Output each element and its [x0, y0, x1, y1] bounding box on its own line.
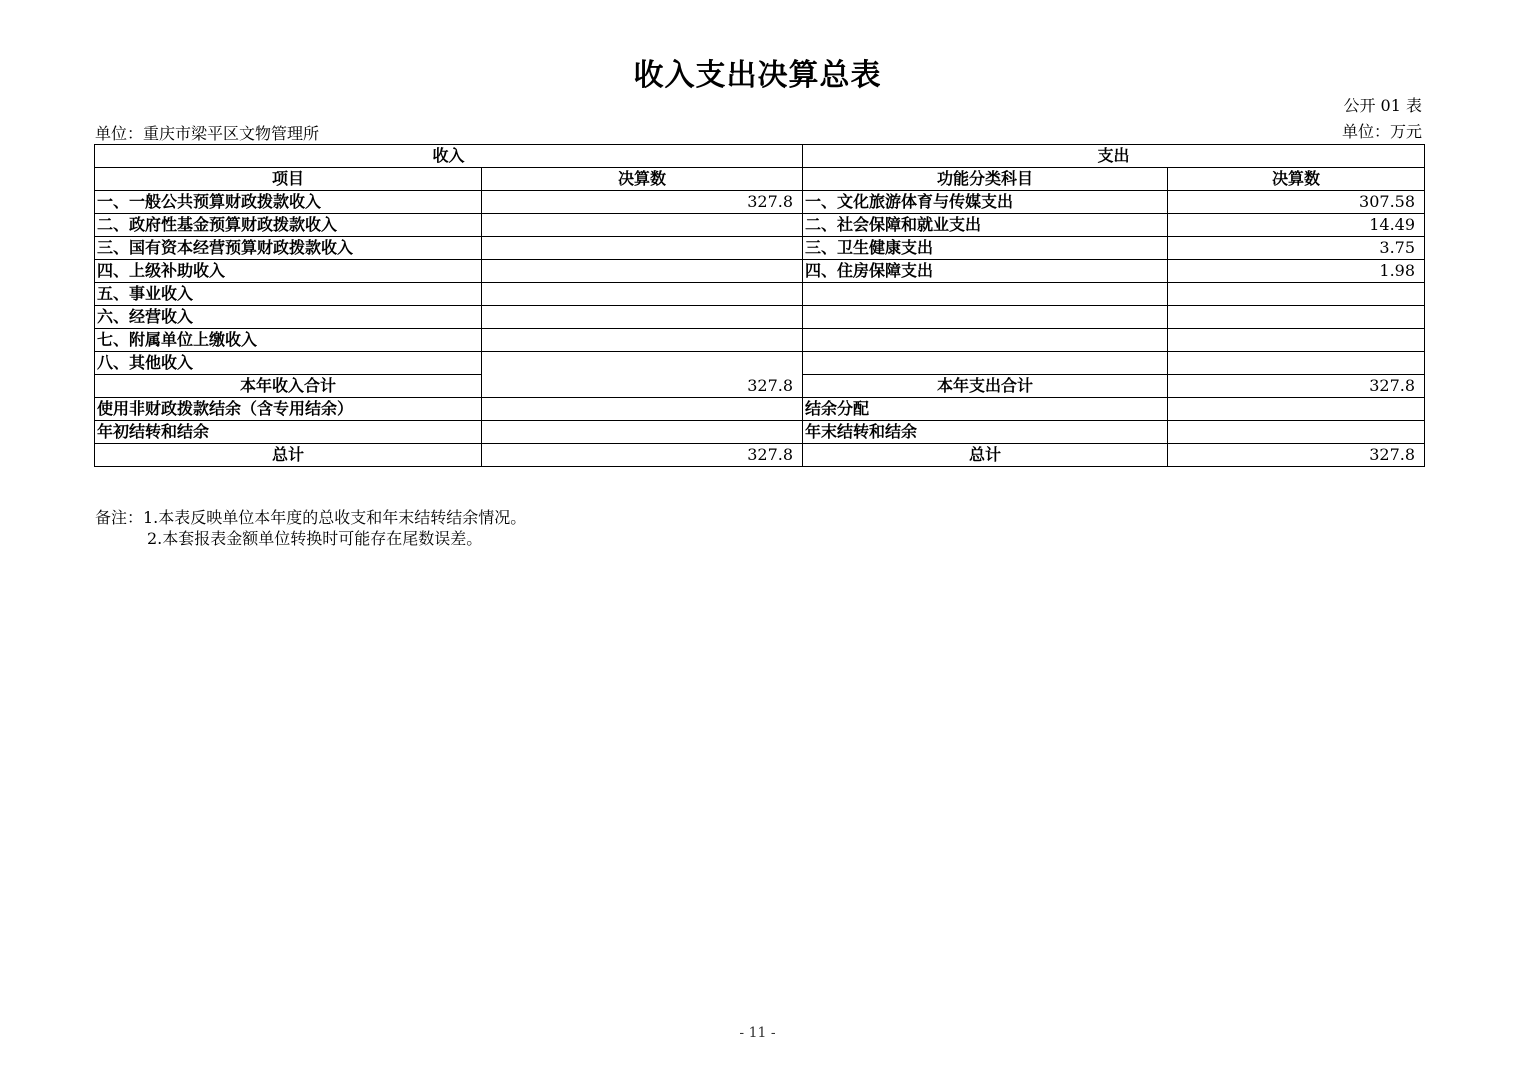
grand-income-value: 327.8	[482, 444, 803, 467]
table-row	[95, 237, 1425, 260]
surplus-distribution-label: 结余分配	[803, 398, 1168, 421]
year-expense-label: 本年支出合计	[803, 375, 1168, 398]
note-line-2: 2.本套报表金额单位转换时可能存在尾数误差。	[147, 529, 483, 548]
non-fiscal-value	[482, 398, 803, 421]
non-fiscal-label: 使用非财政拨款结余（含专用结余）	[95, 398, 482, 421]
expense-value: 307.58	[1168, 191, 1425, 214]
expense-value: 14.49	[1168, 214, 1425, 237]
expense-label	[803, 329, 1168, 352]
unit-currency: 单位：万元	[1341, 122, 1422, 141]
year-income-value: 327.8	[482, 352, 803, 398]
expense-label	[803, 306, 1168, 329]
table-row	[95, 191, 1425, 214]
expense-label	[803, 283, 1168, 306]
expense-value	[1168, 306, 1425, 329]
grand-expense-value: 327.8	[1168, 444, 1425, 467]
grand-income-label: 总计	[95, 444, 482, 467]
item-header: 项目	[95, 168, 482, 191]
category-header: 功能分类科目	[803, 168, 1168, 191]
income-label: 二、政府性基金预算财政拨款收入	[95, 214, 482, 237]
income-value	[482, 329, 803, 352]
expense-label	[803, 352, 1168, 375]
table-row	[95, 329, 1425, 352]
table-header-row	[95, 145, 1425, 168]
year-income-label: 本年收入合计	[95, 375, 482, 398]
income-value	[482, 214, 803, 237]
income-value	[482, 306, 803, 329]
income-value	[482, 237, 803, 260]
beginning-balance-value	[482, 421, 803, 444]
expense-label: 一、文化旅游体育与传媒支出	[803, 191, 1168, 214]
expense-header: 支出	[803, 145, 1425, 168]
expense-label: 四、住房保障支出	[803, 260, 1168, 283]
table-row	[95, 306, 1425, 329]
form-code: 公开 01 表	[1343, 96, 1422, 115]
page-number: - 11 -	[739, 1025, 776, 1041]
note-line-1: 备注：1.本表反映单位本年度的总收支和年末结转结余情况。	[95, 508, 527, 527]
income-value	[482, 283, 803, 306]
ending-balance-value	[1168, 421, 1425, 444]
income-amount-header: 决算数	[482, 168, 803, 191]
year-expense-value: 327.8	[1168, 375, 1425, 398]
expense-value	[1168, 329, 1425, 352]
table-row	[95, 283, 1425, 306]
table-row	[95, 352, 1425, 375]
grand-total-row	[95, 444, 1425, 467]
income-label: 四、上级补助收入	[95, 260, 482, 283]
income-expense-table	[94, 144, 1425, 467]
income-label: 五、事业收入	[95, 283, 482, 306]
income-value	[482, 260, 803, 283]
income-label: 一、一般公共预算财政拨款收入	[95, 191, 482, 214]
table-row	[95, 398, 1425, 421]
surplus-distribution-value	[1168, 398, 1425, 421]
expense-value: 1.98	[1168, 260, 1425, 283]
table-row	[95, 421, 1425, 444]
table-row	[95, 260, 1425, 283]
table-row	[95, 214, 1425, 237]
income-label: 八、其他收入	[95, 352, 482, 375]
page-title: 收入支出决算总表	[633, 58, 882, 93]
expense-label: 二、社会保障和就业支出	[803, 214, 1168, 237]
expense-value: 3.75	[1168, 237, 1425, 260]
income-header: 收入	[95, 145, 803, 168]
income-label: 三、国有资本经营预算财政拨款收入	[95, 237, 482, 260]
expense-label: 三、卫生健康支出	[803, 237, 1168, 260]
income-label: 七、附属单位上缴收入	[95, 329, 482, 352]
expense-value	[1168, 352, 1425, 375]
unit-organization: 单位：重庆市梁平区文物管理所	[95, 124, 320, 143]
expense-amount-header: 决算数	[1168, 168, 1425, 191]
ending-balance-label: 年末结转和结余	[803, 421, 1168, 444]
income-label: 六、经营收入	[95, 306, 482, 329]
beginning-balance-label: 年初结转和结余	[95, 421, 482, 444]
expense-value	[1168, 283, 1425, 306]
grand-expense-label: 总计	[803, 444, 1168, 467]
table-subheader-row	[95, 168, 1425, 191]
income-value: 327.8	[482, 191, 803, 214]
